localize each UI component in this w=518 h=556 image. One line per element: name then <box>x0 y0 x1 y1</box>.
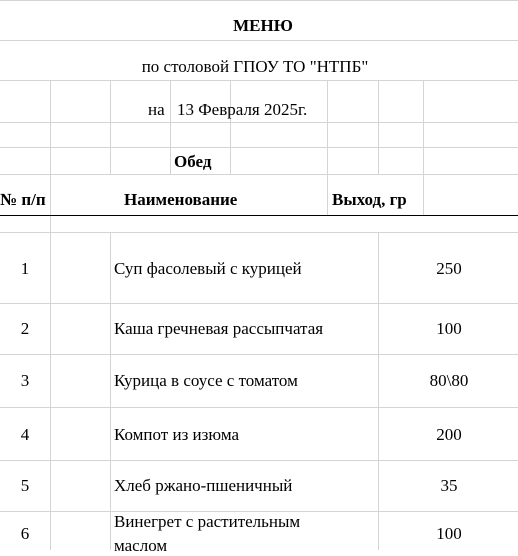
row-portion: 80\80 <box>429 371 469 390</box>
row-number: 6 <box>20 524 30 543</box>
row-dish-name: Суп фасолевый с курицей <box>114 259 302 278</box>
row-dish-name: Каша гречневая рассыпчатая <box>114 319 324 338</box>
row-dish-name: Курица в соусе с томатом <box>114 371 298 390</box>
row-dish-name: Хлеб ржано-пшеничный <box>114 476 293 495</box>
row-dish-name: Винегрет с растительным <box>114 512 301 531</box>
row-dish-name: Компот из изюма <box>114 425 240 444</box>
row-number: 4 <box>20 425 30 444</box>
row-portion: 100 <box>436 524 462 543</box>
menu-date: 13 Февраля 2025г. <box>177 100 308 119</box>
row-portion: 35 <box>440 476 458 495</box>
header-underline <box>0 215 518 216</box>
row-number: 5 <box>20 476 30 495</box>
column-portion-header: Выход, гр <box>332 190 407 209</box>
row-portion: 250 <box>436 259 462 278</box>
row-number: 1 <box>20 259 30 278</box>
row-number: 3 <box>20 371 30 390</box>
date-prefix: на <box>148 100 165 119</box>
menu-title: МЕНЮ <box>233 16 293 35</box>
row-number: 2 <box>20 319 30 338</box>
meal-label: Обед <box>174 152 212 171</box>
row-portion: 200 <box>436 425 462 444</box>
menu-subtitle: по столовой ГПОУ ТО "НТПБ" <box>141 57 369 76</box>
column-name-header: Наименование <box>124 190 238 209</box>
column-number-header: № п/п <box>0 190 46 209</box>
row-portion: 100 <box>436 319 462 338</box>
row-dish-name-continued: маслом <box>114 536 168 555</box>
